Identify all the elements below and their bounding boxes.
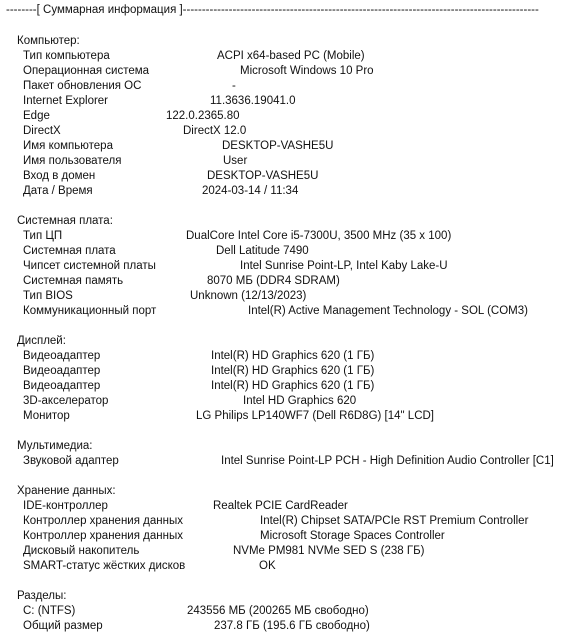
row-label: DirectX — [23, 125, 61, 137]
row-value: Microsoft Storage Spaces Controller — [260, 530, 445, 542]
row-value: Realtek PCIE CardReader — [213, 500, 348, 512]
row-label: Тип BIOS — [23, 290, 73, 302]
row-label: Контроллер хранения данных — [23, 530, 183, 542]
row-label: Чипсет системной платы — [23, 260, 156, 272]
row-value: Intel HD Graphics 620 — [243, 395, 357, 407]
row-label: Монитор — [23, 410, 70, 422]
row-label: Звуковой адаптер — [23, 455, 119, 467]
row-value: DESKTOP-VASHE5U — [222, 140, 334, 152]
row-value: User — [223, 155, 248, 167]
row-value: 2024-03-14 / 11:34 — [202, 185, 299, 197]
row-label: SMART-статус жёстких дисков — [23, 560, 186, 572]
row-label: Internet Explorer — [23, 95, 109, 107]
row-value: - — [232, 80, 236, 92]
row-label: Видеоадаптер — [23, 380, 101, 392]
row-value: Microsoft Windows 10 Pro — [240, 65, 374, 77]
row-value: 122.0.2365.80 — [166, 110, 240, 122]
section-title: Компьютер: — [17, 35, 80, 47]
row-label: 3D-акселератор — [23, 395, 109, 407]
row-value: Unknown (12/13/2023) — [190, 290, 307, 302]
row-value: Intel(R) HD Graphics 620 (1 ГБ) — [211, 380, 375, 392]
row-value: Intel(R) HD Graphics 620 (1 ГБ) — [211, 365, 375, 377]
row-value: DirectX 12.0 — [183, 125, 247, 137]
row-value: Intel(R) HD Graphics 620 (1 ГБ) — [211, 350, 375, 362]
row-value: NVMe PM981 NVMe SED S (238 ГБ) — [233, 545, 425, 557]
row-value: OK — [259, 560, 276, 572]
row-label: Имя компьютера — [23, 140, 113, 152]
row-label: Системная память — [23, 275, 124, 287]
row-value: ACPI x64-based PC (Mobile) — [217, 50, 365, 62]
row-label: Вход в домен — [23, 170, 96, 182]
row-value: 11.3636.19041.0 — [210, 95, 296, 107]
row-value: Intel Sunrise Point-LP, Intel Kaby Lake-U — [240, 260, 448, 272]
row-label: Операционная система — [23, 65, 150, 77]
row-label: Системная плата — [23, 245, 116, 257]
row-value: 8070 МБ (DDR4 SDRAM) — [207, 275, 340, 287]
row-label: C: (NTFS) — [23, 605, 76, 617]
row-label: Имя пользователя — [23, 155, 122, 167]
row-label: IDE-контроллер — [23, 500, 108, 512]
row-label: Пакет обновления ОС — [23, 80, 142, 92]
row-label: Общий размер — [23, 620, 103, 632]
row-label: Тип компьютера — [23, 50, 110, 62]
section-title: Системная плата: — [17, 215, 113, 227]
row-label: Видеоадаптер — [23, 365, 101, 377]
row-value: Intel(R) Active Management Technology - SOL (COM3) — [248, 305, 528, 317]
row-value: Intel Sunrise Point-LP PCH - High Definition Audio Controller [C1] — [221, 455, 554, 467]
section-title: Разделы: — [17, 590, 67, 602]
row-label: Дата / Время — [23, 185, 93, 197]
report-header: --------[ Суммарная информация ]--------------------------------------------------------------------------------------------- — [6, 4, 539, 16]
row-value: 237.8 ГБ (195.6 ГБ свободно) — [214, 620, 370, 632]
row-label: Видеоадаптер — [23, 350, 101, 362]
row-value: DualCore Intel Core i5-7300U, 3500 MHz (35 x 100) — [186, 230, 452, 242]
row-value: LG Philips LP140WF7 (Dell R6D8G) [14" LCD] — [196, 410, 435, 422]
row-label: Коммуникационный порт — [23, 305, 157, 317]
row-value: 243556 МБ (200265 МБ свободно) — [187, 605, 369, 617]
row-label: Дисковый накопитель — [23, 545, 140, 557]
row-value: DESKTOP-VASHE5U — [207, 170, 319, 182]
section-title: Хранение данных: — [17, 485, 116, 497]
row-value: Intel(R) Chipset SATA/PCIe RST Premium Controller — [260, 515, 529, 527]
section-title: Дисплей: — [17, 335, 66, 347]
row-value: Dell Latitude 7490 — [216, 245, 309, 257]
row-label: Edge — [23, 110, 50, 122]
section-title: Мультимедиа: — [17, 440, 93, 452]
row-label: Тип ЦП — [23, 230, 63, 242]
row-label: Контроллер хранения данных — [23, 515, 183, 527]
